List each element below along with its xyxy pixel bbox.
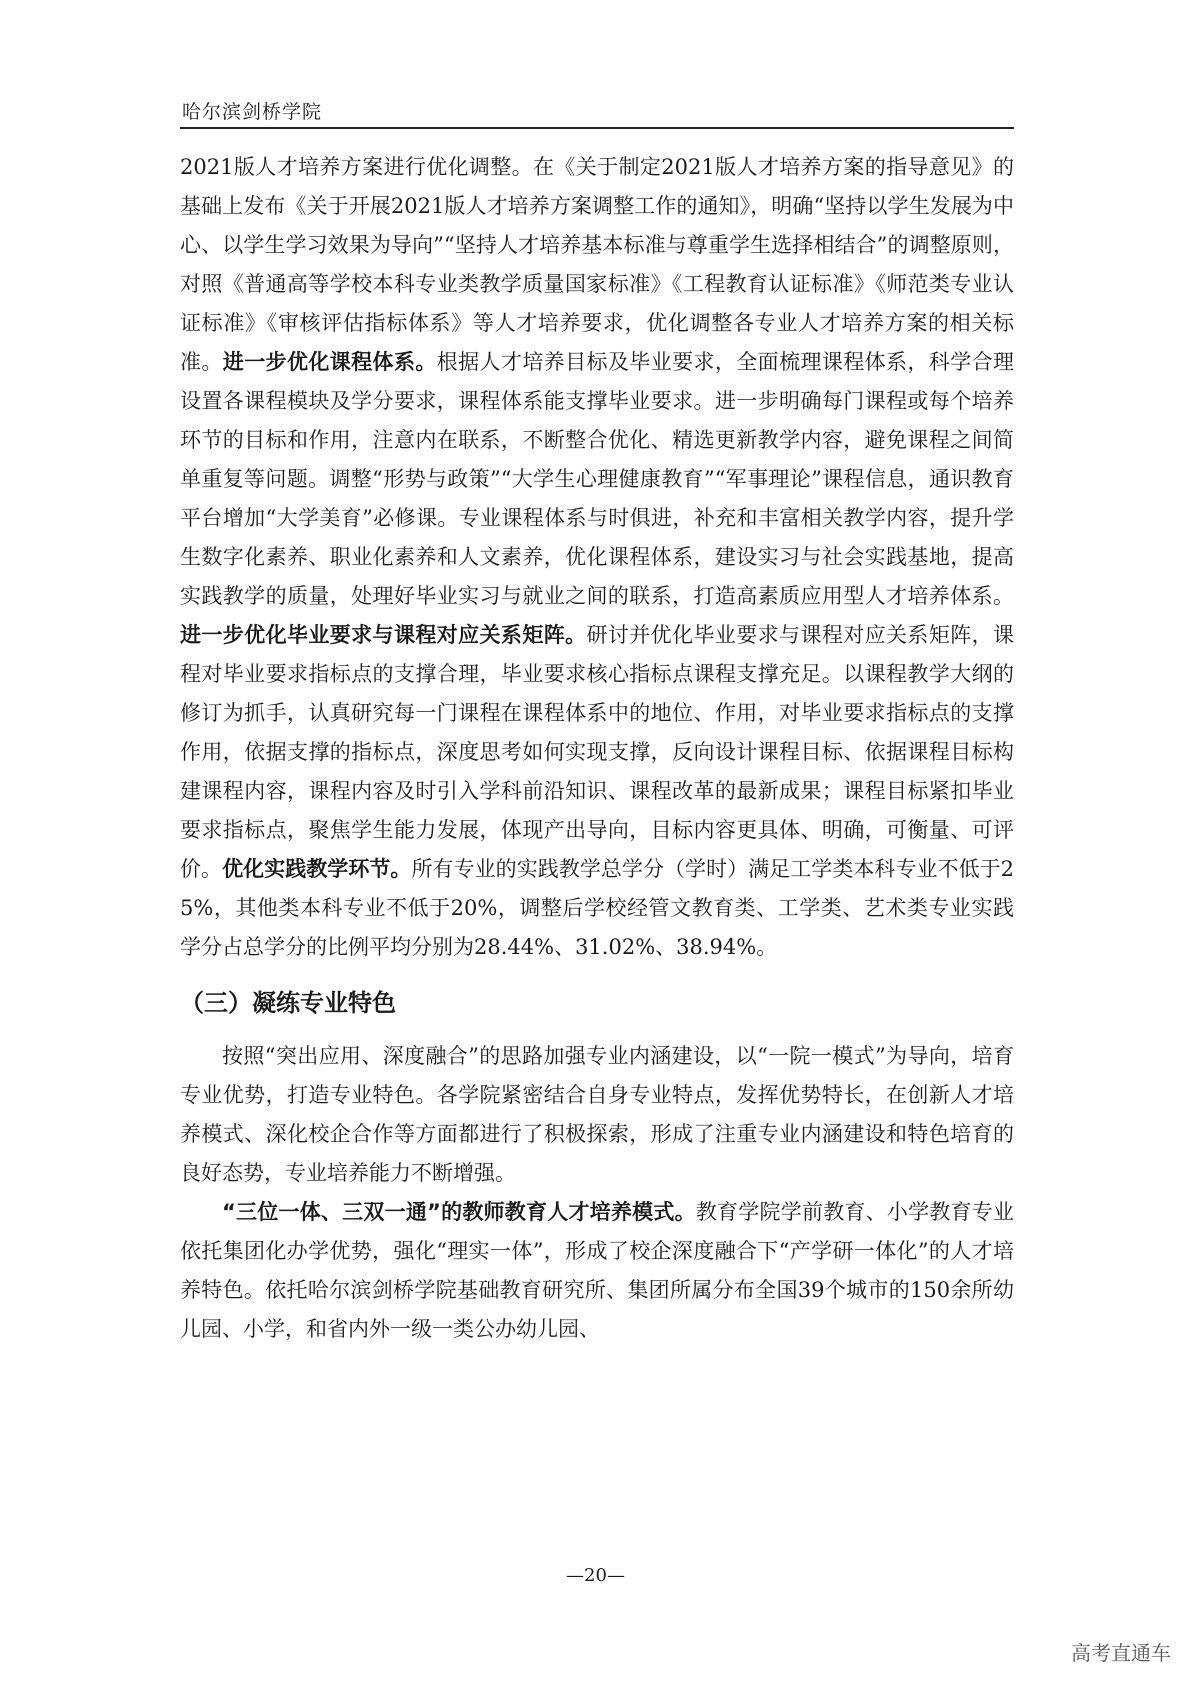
paragraph-curriculum-optimization	[180, 148, 1014, 967]
section-heading: （三）凝练专业特色	[180, 989, 396, 1017]
paragraph-text: 教育学院学前教育、小学教育专业依托集团化办学优势，强化“理实一体”，形成了校企深度融合下“产学研一体化”的人才培养特色。依托哈尔滨剑桥学院基础教育研究所、集团所属分布全国39个城市的150余所幼儿园、小学，和省内外一级一类公办幼儿园、	[180, 1200, 1015, 1341]
paragraph-text: 所有专业的实践教学总学分（学时）满足工学类本科专业不低于25%，其他类本科专业不低于20%，调整后学校经管文教育类、工学类、艺术类专业实践学分占总学分的比例平均分别为28.44%、31.02%、38.94%。	[180, 857, 1015, 959]
bold-subheading: 优化实践教学环节。	[222, 857, 412, 881]
paragraph-text: 研讨并优化毕业要求与课程对应关系矩阵，课程对毕业要求指标点的支撑合理，毕业要求核心指标点课程支撑充足。以课程教学大纲的修订为抓手，认真研究每一门课程在课程体系中的地位、作用，对毕业要求指标点的支撑作用，依据支撑的指标点，深度思考如何实现支撑，反向设计课程目标、依据课程目标构建课程内容，课程内容及时引入学科前沿知识、课程改革的最新成果；课程目标紧扣毕业要求指标点，聚焦学生能力发展，体现产出导向，目标内容更具体、明确，可衡量、可评价。	[180, 623, 1014, 881]
bold-subheading: 进一步优化课程体系。	[222, 350, 437, 374]
header-title: 哈尔滨剑桥学院	[182, 101, 323, 123]
bold-subheading: 进一步优化毕业要求与课程对应关系矩阵。	[180, 623, 587, 647]
watermark: 高考直通车	[1071, 1641, 1171, 1665]
paragraph-text: 2021版人才培养方案进行优化调整。在《关于制定2021版人才培养方案的指导意见》的基础上发布《关于开展2021版人才培养方案调整工作的通知》，明确“坚持以学生发展为中心、以学生学习效果为导向”“坚持人才培养基本标准与尊重学生选择相结合”的调整原则，对照《普通高等学校本科专业类教学质量国家标准》《工程教育认证标准》《师范类专业认证标准》《审核评估指标体系》等人才培养要求，优化调整各专业人才培养方案的相关标准。	[180, 155, 1014, 374]
bold-subheading: “三位一体、三双一通”的教师教育人才培养模式。	[222, 1200, 696, 1224]
paragraph-text: 根据人才培养目标及毕业要求，全面梳理课程体系，科学合理设置各课程模块及学分要求，课程体系能支撑毕业要求。进一步明确每门课程或每个培养环节的目标和作用，注意内在联系，不断整合优化、精选更新教学内容，避免课程之间简单重复等问题。调整“形势与政策”“大学生心理健康教育”“军事理论”课程信息，通识教育平台增加“大学美育”必修课。专业课程体系与时俱进，补充和丰富相关教学内容，提升学生数字化素养、职业化素养和人文素养，优化课程体系，建设实习与社会实践基地，提高实践教学的质量，处理好毕业实习与就业之间的联系，打造高素质应用型人才培养体系。	[180, 350, 1015, 608]
document-body	[180, 148, 1014, 1349]
page-number: —20—	[566, 1565, 625, 1586]
paragraph-specialty: 按照“突出应用、深度融合”的思路加强专业内涵建设，以“一院一模式”为导向，培育专业优势，打造专业特色。各学院紧密结合自身专业特点，发挥优势特长，在创新人才培养模式、深化校企合作等方面都进行了积极探索，形成了注重专业内涵建设和特色培育的良好态势，专业培养能力不断增强。	[180, 1044, 1014, 1185]
paragraph-teacher-education	[180, 1193, 1014, 1349]
page-header	[180, 95, 1014, 129]
